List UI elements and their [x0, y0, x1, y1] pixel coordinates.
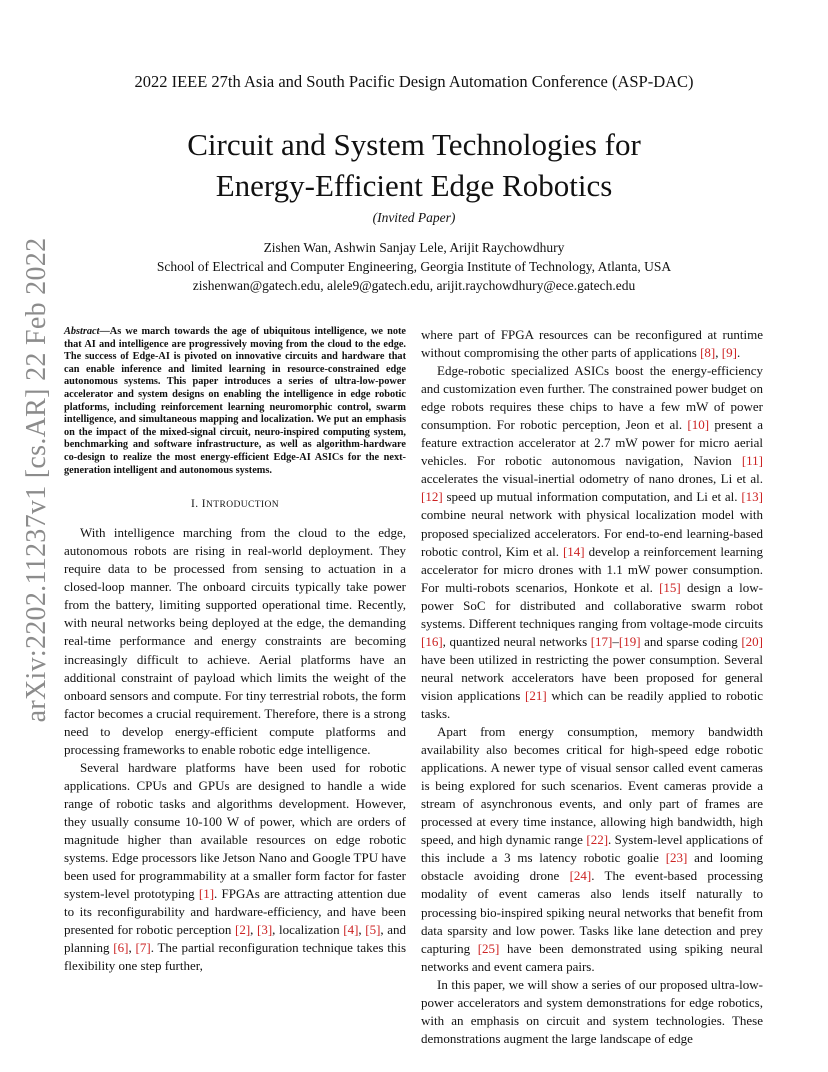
author-names: Zishen Wan, Ashwin Sanjay Lele, Arijit Raychowdhury: [263, 240, 565, 255]
body-paragraph-this-paper: In this paper, we will show a series of our proposed ultra-low-power accelerators and system demonstrations for edge robotics, with an emphasis on circuit and system technologies. These demonstrations augment the large landscape of edge: [421, 976, 763, 1046]
paper-title: [0, 124, 828, 206]
citation-link[interactable]: [22]: [586, 832, 609, 848]
author-block: [0, 238, 828, 295]
intro-paragraph-1: With intelligence marching from the cloud to the edge, autonomous robots are rising in real-world deployment. They require data to be processed from sensing to actuation in a closed-loop manner. The onboard circuits typically take power from the battery, limiting supported operational time. Recently, with neural networks being deployed at the edge, the demanding real-time performance and energy constraints are becoming increasingly difficult to achieve. Aerial platforms have an additional constraint of payload which limits the weight of the onboard sensors and compute. For tiny terrestrial robots, the form factor becomes a crucial requirement. Therefore, there is a strong need to develop energy-efficient compute platforms and processing frameworks to enable robotic edge intelligence.: [64, 525, 406, 757]
title-line-1: Circuit and System Technologies for: [187, 127, 641, 162]
citation-link[interactable]: [11]: [741, 453, 763, 469]
citation-link[interactable]: [8]: [700, 345, 716, 361]
abstract: [64, 326, 406, 477]
abstract-text: —As we march towards the age of ubiquitous intelligence, we note that AI and intelligence are progressively moving from the cloud to the edge. The success of Edge-AI is pivoted on innovative circuits and hardware that can enable inference and limited learning in resource-constrained edge autonomous systems. This paper introduces a series of ultra-low-power accelerator and system designs on enabling the intelligence in edge robotic platforms, including reinforcement learning neuromorphic control, swarm intelligence, and simultaneous mapping and localization. We put an emphasis on the impact of the mixed-signal circuit, neuro-inspired computing system, benchmarking and software infrastructure, as well as algorithm-hardware co-design to realize the most energy-efficient Edge-AI ASICs for the next-generation intelligent and autonomous systems.: [64, 326, 406, 476]
citation-link[interactable]: [4]: [343, 922, 359, 938]
right-column: [421, 326, 763, 1048]
body-paragraph-asics: Edge-robotic specialized ASICs boost the energy-efficiency and customization even further. The constrained power budget on edge robots requires these chips to have a few mW of power consumption. For robotic perception, Jeon et al. [10] present a feature extraction accelerator at 2.7 mW power for micro aerial vehicles. For robotic autonomous navigation, Navion [11] accelerates the visual-inertial odometry of nano drones, Li et al. [12] speed up mutual information computation, and Li et al. [13] combine neural network with physical localization model with proposed specialized accelerators. For end-to-end learning-based robotic control, Kim et al. [14] develop a reinforcement learning accelerator for micro drones with 1.1 mW power consumption. For multi-robots scenarios, Honkote et al. [15] design a low-power SoC for distributed and collaborative swarm robot systems. Different techniques ranging from voltage-mode circuits [16], quantized neural networks [17]–[19] and sparse coding [20] have been utilized in restricting the power consumption. Several neural network accelerators have been proposed for general vision applications [21] which can be readily applied to robotic tasks.: [421, 363, 763, 721]
body-paragraph-event-cameras: Apart from energy consumption, memory bandwidth availability also becomes critical for high-speed edge robotic applications. A newer type of visual sensor called event cameras is being explored for such scenarios. Event cameras provide a stream of asynchronous events, and only part of frames are processed at every time instance, allowing high bandwidth, high speed, and high dynamic range [22]. System-level applications of this include a 3 ms latency robotic goalie [23] and looming obstacle avoiding drone [24]. The event-based processing modality of event cameras also lends itself naturally to processing bio-inspired spiking neural networks that benefit from data sparsity and low power. Tasks like lane detection and prey capturing [25] have been demonstrated using spiking neural networks and event camera pairs.: [421, 724, 764, 974]
citation-link[interactable]: [15]: [659, 579, 681, 595]
citation-link[interactable]: [20]: [741, 633, 763, 649]
citation-link[interactable]: [3]: [257, 922, 273, 938]
citation-link[interactable]: [24]: [569, 868, 592, 884]
body-paragraph-continued: where part of FPGA resources can be reconfigured at runtime without compromising the other parts of applications [8], [9].: [421, 327, 763, 361]
citation-link[interactable]: [25]: [477, 940, 500, 956]
citation-link[interactable]: [13]: [741, 489, 763, 505]
intro-paragraph-2: Several hardware platforms have been used for robotic applications. CPUs and GPUs are designed to handle a wide range of robotic tasks and algorithms development. However, they usually consume 10-100 W of power, which are orders of magnitude higher than available resources on edge robotic systems. Edge processors like Jetson Nano and Google TPU have been used for programmability at a smaller form factor for faster system-level prototyping [1]. FPGAs are attracting attention due to its reconfigurability and hardware-efficiency, and have been presented for robotic perception [2], [3], localization [4], [5], and planning [6], [7]. The partial reconfiguration technique takes this flexibility one step further,: [64, 759, 407, 974]
author-affiliation: School of Electrical and Computer Engineering, Georgia Institute of Technology, Atlanta, USA: [156, 259, 672, 274]
citation-link[interactable]: [12]: [421, 489, 443, 505]
abstract-label: Abstract: [64, 326, 100, 337]
citation-link[interactable]: [17]: [590, 633, 613, 649]
citation-link[interactable]: [23]: [665, 850, 688, 866]
conference-header: 2022 IEEE 27th Asia and South Pacific Design Automation Conference (ASP-DAC): [134, 72, 694, 91]
author-emails: zishenwan@gatech.edu, alele9@gatech.edu, arijit.raychowdhury@ece.gatech.edu: [192, 278, 636, 293]
citation-link[interactable]: [6]: [113, 940, 129, 956]
citation-link[interactable]: [10]: [687, 417, 710, 433]
citation-link[interactable]: [21]: [525, 687, 547, 703]
citation-link[interactable]: [9]: [721, 345, 737, 361]
citation-link[interactable]: [19]: [618, 633, 641, 649]
citation-link[interactable]: [5]: [365, 922, 381, 938]
citation-link[interactable]: [16]: [421, 633, 443, 649]
invited-paper-note: (Invited Paper): [372, 210, 456, 225]
title-line-2: Energy-Efficient Edge Robotics: [215, 168, 613, 203]
citation-link[interactable]: [1]: [198, 886, 215, 902]
section-heading-introduction: I. INTRODUCTION: [190, 498, 280, 511]
citation-link[interactable]: [7]: [135, 940, 151, 956]
citation-link[interactable]: [14]: [562, 543, 585, 559]
citation-link[interactable]: [2]: [234, 922, 251, 938]
left-column: [64, 326, 406, 975]
arxiv-stamp: arXiv:2202.11237v1 [cs.AR] 22 Feb 2022: [21, 237, 52, 723]
